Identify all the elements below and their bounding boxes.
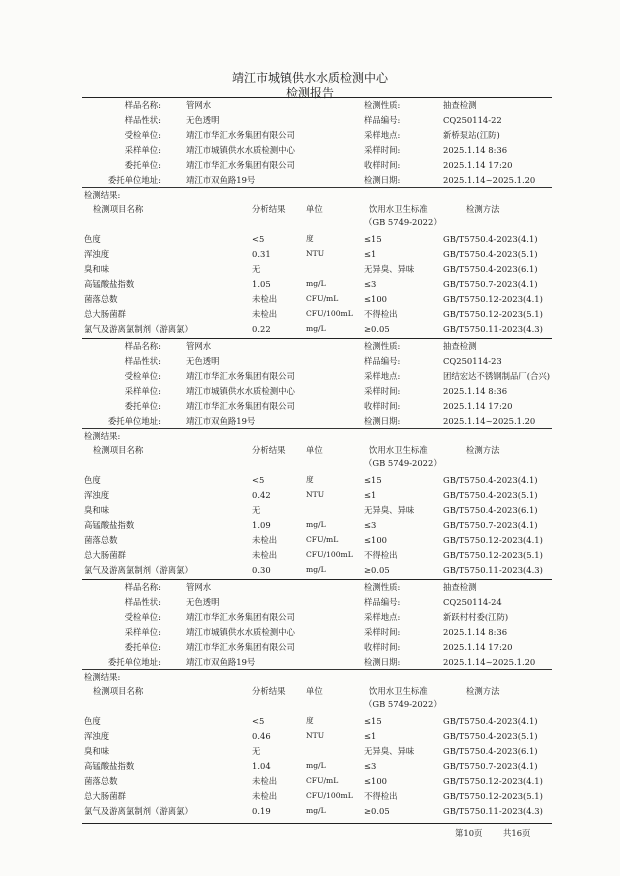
- result-unit: NTU: [306, 490, 325, 500]
- result-standard: ≤15: [364, 475, 382, 486]
- result-standard: ≥0.05: [364, 805, 390, 816]
- label-sample-id: 样品编号:: [364, 596, 401, 607]
- value-client: 靖江市华汇水务集团有限公司: [186, 611, 295, 622]
- result-method: GB/T5750.11-2023(4.3): [443, 564, 543, 575]
- value-commissioning-address: 靖江市双鱼路19号: [186, 415, 256, 426]
- result-unit: CFU/mL: [306, 293, 339, 303]
- value-sampling-site: 团结宏达不锈钢制品厂(合兴): [443, 370, 551, 381]
- label-test-date: 检测日期:: [364, 415, 401, 426]
- label-receipt-time: 收样时间:: [364, 400, 401, 411]
- result-standard: ≤100: [364, 534, 388, 545]
- col-header-standard-code: （GB 5749-2022）: [364, 458, 442, 469]
- result-standard: ≥0.05: [364, 564, 390, 575]
- col-header-method: 检测方法: [466, 686, 500, 697]
- label-sampling-unit: 采样单位:: [124, 144, 161, 155]
- result-unit: CFU/100mL: [306, 790, 353, 800]
- value-test-date: 2025.1.14~2025.1.20: [443, 415, 536, 426]
- result-value: 无: [252, 264, 261, 275]
- result-method: GB/T5750.7-2023(4.1): [443, 519, 538, 530]
- result-unit: CFU/100mL: [306, 549, 353, 559]
- result-unit: mg/L: [306, 278, 326, 288]
- result-item-name: 浑浊度: [84, 490, 110, 501]
- results-heading: 检测结果:: [84, 672, 121, 683]
- result-method: GB/T5750.12-2023(4.1): [443, 775, 543, 786]
- label-client: 受检单位:: [124, 370, 161, 381]
- value-client: 靖江市华汇水务集团有限公司: [186, 129, 295, 140]
- result-item-name: 总大肠菌群: [84, 308, 126, 319]
- value-sample-name: 管网水: [186, 582, 212, 592]
- report-subtitle: 检测报告: [285, 86, 334, 100]
- divider-line: [82, 823, 552, 824]
- result-value: <5: [252, 234, 265, 245]
- report-title: 靖江市城镇供水水质检测中心: [231, 71, 388, 85]
- result-value: 1.09: [252, 519, 271, 530]
- result-item-name: 臭和味: [84, 746, 110, 757]
- value-test-type: 抽查检测: [443, 341, 477, 351]
- result-standard: 无异臭、异味: [364, 264, 415, 275]
- col-header-standard: 饮用水卫生标准: [369, 686, 428, 697]
- value-sampling-site: 新跃村村委(江防): [443, 611, 509, 622]
- result-method: GB/T5750.12-2023(5.1): [443, 308, 543, 319]
- value-commissioning-address: 靖江市双鱼路19号: [186, 656, 256, 667]
- result-standard: ≤1: [364, 249, 377, 260]
- result-item-name: 色度: [84, 716, 101, 727]
- value-sampling-site: 新桥泵站(江防): [443, 129, 500, 140]
- value-sampling-unit: 靖江市城镇供水水质检测中心: [186, 144, 295, 155]
- result-method: GB/T5750.12-2023(4.1): [443, 293, 543, 304]
- value-sample-props: 无色透明: [186, 114, 220, 125]
- col-header-method: 检测方法: [466, 445, 500, 456]
- result-standard: ≤100: [364, 293, 388, 304]
- value-sample-name: 管网水: [186, 100, 212, 110]
- result-method: GB/T5750.12-2023(5.1): [443, 790, 543, 801]
- label-test-type: 检测性质:: [364, 582, 401, 592]
- result-method: GB/T5750.12-2023(5.1): [443, 549, 543, 560]
- label-commissioning-unit: 委托单位:: [124, 641, 161, 652]
- result-standard: ≤1: [364, 731, 377, 742]
- col-header-standard: 饮用水卫生标准: [369, 445, 428, 456]
- results-heading: 检测结果:: [84, 190, 121, 201]
- col-header-item: 检测项目名称: [93, 686, 144, 697]
- value-receipt-time: 2025.1.14 17:20: [443, 159, 513, 170]
- value-commissioning-unit: 靖江市华汇水务集团有限公司: [186, 159, 295, 170]
- result-item-name: 色度: [84, 475, 101, 486]
- label-commissioning-address: 委托单位地址:: [107, 415, 161, 426]
- result-unit: 度: [306, 234, 314, 244]
- value-sample-id: CQ250114-24: [443, 596, 502, 607]
- result-value: 无: [252, 746, 261, 757]
- result-standard: ≤3: [364, 760, 377, 771]
- divider-line: [82, 579, 552, 580]
- label-client: 受检单位:: [124, 129, 161, 140]
- value-receipt-time: 2025.1.14 17:20: [443, 400, 513, 411]
- result-unit: NTU: [306, 249, 325, 259]
- col-header-standard-code: （GB 5749-2022）: [364, 217, 442, 228]
- result-item-name: 氯气及游离氯制剂（游离氯）: [84, 564, 193, 575]
- label-sample-id: 样品编号:: [364, 355, 401, 366]
- value-receipt-time: 2025.1.14 17:20: [443, 641, 513, 652]
- label-commissioning-unit: 委托单位:: [124, 159, 161, 170]
- label-commissioning-address: 委托单位地址:: [107, 656, 161, 667]
- result-standard: ≥0.05: [364, 323, 390, 334]
- label-sampling-time: 采样时间:: [364, 144, 401, 155]
- value-sampling-time: 2025.1.14 8:36: [443, 626, 508, 637]
- page-number: 第10页: [455, 828, 483, 838]
- result-value: 无: [252, 505, 261, 516]
- result-item-name: 总大肠菌群: [84, 549, 126, 560]
- col-header-standard: 饮用水卫生标准: [369, 204, 428, 215]
- result-item-name: 总大肠菌群: [84, 790, 126, 801]
- result-standard: ≤100: [364, 775, 388, 786]
- value-sampling-unit: 靖江市城镇供水水质检测中心: [186, 626, 295, 637]
- value-client: 靖江市华汇水务集团有限公司: [186, 370, 295, 381]
- result-method: GB/T5750.4-2023(6.1): [443, 264, 538, 275]
- result-value: 0.42: [252, 490, 271, 501]
- result-unit: mg/L: [306, 760, 326, 770]
- result-standard: 不得检出: [364, 790, 398, 801]
- result-value: 0.19: [252, 805, 271, 816]
- result-value: 未检出: [252, 293, 278, 304]
- label-sampling-time: 采样时间:: [364, 626, 401, 637]
- col-header-result: 分析结果: [252, 204, 286, 215]
- result-value: 未检出: [252, 790, 278, 801]
- result-unit: mg/L: [306, 805, 326, 815]
- label-sampling-site: 采样地点:: [364, 129, 401, 140]
- results-heading: 检测结果:: [84, 431, 121, 442]
- value-sample-id: CQ250114-22: [443, 114, 502, 125]
- label-test-type: 检测性质:: [364, 341, 401, 351]
- result-unit: mg/L: [306, 323, 326, 333]
- result-value: 1.04: [252, 760, 271, 771]
- label-commissioning-address: 委托单位地址:: [107, 174, 161, 185]
- label-sampling-site: 采样地点:: [364, 370, 401, 381]
- label-sample-name: 样品名称:: [124, 100, 161, 110]
- result-value: <5: [252, 716, 265, 727]
- result-value: 1.05: [252, 278, 271, 289]
- divider-line: [82, 338, 552, 339]
- result-standard: 无异臭、异味: [364, 746, 415, 757]
- value-test-type: 抽查检测: [443, 582, 477, 592]
- value-commissioning-address: 靖江市双鱼路19号: [186, 174, 256, 185]
- result-unit: 度: [306, 475, 314, 485]
- label-sample-props: 样品性状:: [124, 114, 161, 125]
- result-value: 未检出: [252, 775, 278, 786]
- result-method: GB/T5750.4-2023(6.1): [443, 505, 538, 516]
- col-header-unit: 单位: [306, 204, 323, 215]
- result-standard: ≤3: [364, 519, 377, 530]
- result-standard: ≤3: [364, 278, 377, 289]
- value-test-date: 2025.1.14~2025.1.20: [443, 656, 536, 667]
- divider-line: [82, 97, 552, 98]
- result-item-name: 高锰酸盐指数: [84, 519, 135, 530]
- result-method: GB/T5750.11-2023(4.3): [443, 323, 543, 334]
- result-item-name: 浑浊度: [84, 731, 110, 742]
- col-header-method: 检测方法: [466, 204, 500, 215]
- label-commissioning-unit: 委托单位:: [124, 400, 161, 411]
- value-sample-id: CQ250114-23: [443, 355, 502, 366]
- label-sample-props: 样品性状:: [124, 596, 161, 607]
- result-item-name: 菌落总数: [84, 293, 118, 304]
- divider-line: [82, 428, 552, 429]
- col-header-result: 分析结果: [252, 445, 286, 456]
- result-standard: ≤15: [364, 234, 382, 245]
- result-item-name: 高锰酸盐指数: [84, 278, 135, 289]
- result-method: GB/T5750.11-2023(4.3): [443, 805, 543, 816]
- result-method: GB/T5750.4-2023(4.1): [443, 234, 538, 245]
- result-unit: CFU/100mL: [306, 308, 353, 318]
- col-header-result: 分析结果: [252, 686, 286, 697]
- result-item-name: 浑浊度: [84, 249, 110, 260]
- result-method: GB/T5750.4-2023(5.1): [443, 490, 538, 501]
- col-header-unit: 单位: [306, 445, 323, 456]
- result-value: 未检出: [252, 308, 278, 319]
- result-value: 0.22: [252, 323, 271, 334]
- result-method: GB/T5750.4-2023(4.1): [443, 716, 538, 727]
- result-unit: mg/L: [306, 564, 326, 574]
- result-item-name: 臭和味: [84, 505, 110, 516]
- result-item-name: 菌落总数: [84, 775, 118, 786]
- label-sampling-unit: 采样单位:: [124, 626, 161, 637]
- result-method: GB/T5750.4-2023(6.1): [443, 746, 538, 757]
- result-standard: ≤15: [364, 716, 382, 727]
- label-sampling-site: 采样地点:: [364, 611, 401, 622]
- label-sample-name: 样品名称:: [124, 341, 161, 351]
- label-test-date: 检测日期:: [364, 174, 401, 185]
- label-sample-name: 样品名称:: [124, 582, 161, 592]
- value-sample-props: 无色透明: [186, 596, 220, 607]
- result-method: GB/T5750.4-2023(5.1): [443, 731, 538, 742]
- result-item-name: 臭和味: [84, 264, 110, 275]
- result-item-name: 色度: [84, 234, 101, 245]
- divider-line: [82, 669, 552, 670]
- result-value: 0.30: [252, 564, 271, 575]
- label-test-date: 检测日期:: [364, 656, 401, 667]
- result-method: GB/T5750.7-2023(4.1): [443, 760, 538, 771]
- value-sampling-time: 2025.1.14 8:36: [443, 144, 508, 155]
- result-standard: 无异臭、异味: [364, 505, 415, 516]
- value-sample-name: 管网水: [186, 341, 212, 351]
- result-item-name: 氯气及游离氯制剂（游离氯）: [84, 805, 193, 816]
- result-value: 未检出: [252, 534, 278, 545]
- result-method: GB/T5750.4-2023(5.1): [443, 249, 538, 260]
- result-unit: NTU: [306, 731, 325, 741]
- label-sample-id: 样品编号:: [364, 114, 401, 125]
- label-sample-props: 样品性状:: [124, 355, 161, 366]
- value-sampling-time: 2025.1.14 8:36: [443, 385, 508, 396]
- value-test-date: 2025.1.14~2025.1.20: [443, 174, 536, 185]
- value-sampling-unit: 靖江市城镇供水水质检测中心: [186, 385, 295, 396]
- result-unit: CFU/mL: [306, 775, 339, 785]
- result-unit: 度: [306, 716, 314, 726]
- col-header-standard-code: （GB 5749-2022）: [364, 699, 442, 710]
- result-method: GB/T5750.4-2023(4.1): [443, 475, 538, 486]
- value-sample-props: 无色透明: [186, 355, 220, 366]
- result-item-name: 氯气及游离氯制剂（游离氯）: [84, 323, 193, 334]
- col-header-item: 检测项目名称: [93, 204, 144, 215]
- value-commissioning-unit: 靖江市华汇水务集团有限公司: [186, 641, 295, 652]
- result-value: <5: [252, 475, 265, 486]
- result-unit: mg/L: [306, 519, 326, 529]
- page-total: 共16页: [503, 828, 531, 838]
- col-header-item: 检测项目名称: [93, 445, 144, 456]
- label-receipt-time: 收样时间:: [364, 641, 401, 652]
- result-standard: 不得检出: [364, 308, 398, 319]
- result-item-name: 菌落总数: [84, 534, 118, 545]
- result-unit: CFU/mL: [306, 534, 339, 544]
- result-method: GB/T5750.7-2023(4.1): [443, 278, 538, 289]
- label-client: 受检单位:: [124, 611, 161, 622]
- divider-line: [82, 187, 552, 188]
- label-sampling-time: 采样时间:: [364, 385, 401, 396]
- label-sampling-unit: 采样单位:: [124, 385, 161, 396]
- result-value: 0.46: [252, 731, 271, 742]
- label-test-type: 检测性质:: [364, 100, 401, 110]
- result-standard: ≤1: [364, 490, 377, 501]
- result-value: 未检出: [252, 549, 278, 560]
- value-test-type: 抽查检测: [443, 100, 477, 110]
- result-item-name: 高锰酸盐指数: [84, 760, 135, 771]
- result-standard: 不得检出: [364, 549, 398, 560]
- label-receipt-time: 收样时间:: [364, 159, 401, 170]
- col-header-unit: 单位: [306, 686, 323, 697]
- value-commissioning-unit: 靖江市华汇水务集团有限公司: [186, 400, 295, 411]
- result-method: GB/T5750.12-2023(4.1): [443, 534, 543, 545]
- result-value: 0.31: [252, 249, 271, 260]
